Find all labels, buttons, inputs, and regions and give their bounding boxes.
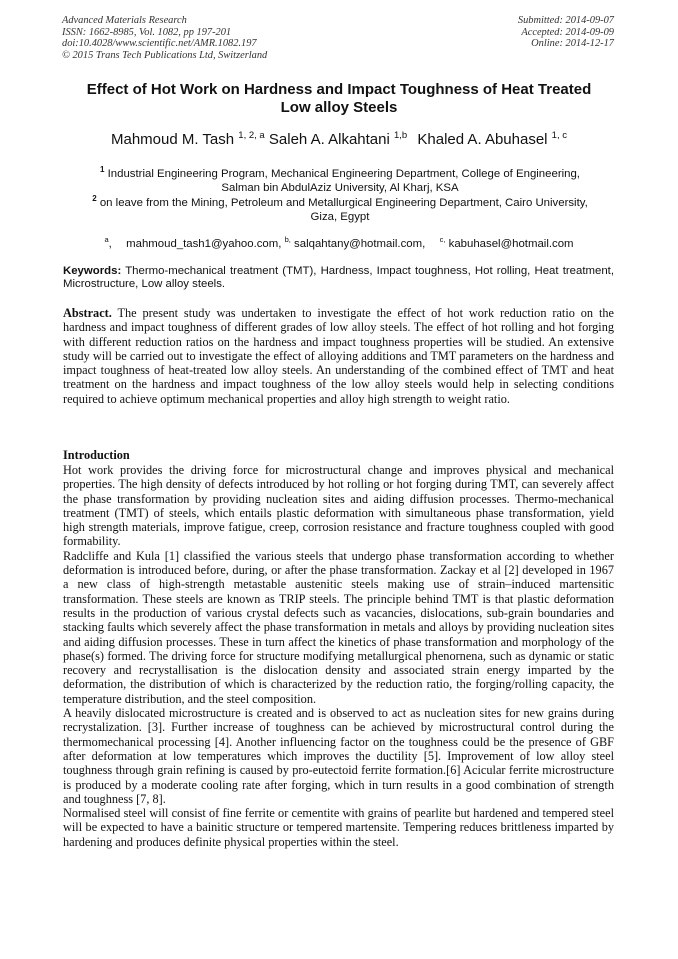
paragraph: A heavily dislocated microstructure is created and is observed to act as nucleation sites for new grains during recrystalization. [3]. Further increase of toughness can be achieved by microstructural control during the thermomechanical processing [4]. Another influencing factor on the toughness could be the presence of GBF after deformation at low temperatures which improves the ductility [5]. Improvement of low alloy steel toughness through grain refining is caused by pro-eutectoid ferrite formation.[6] Acicular ferrite microstructure is produced by a moderate cooling rate after forging, which in turn results in a good combination of strength and toughness [7, 8]. (63, 706, 614, 806)
affiliation-1 (56, 163, 624, 196)
author-affiliation-mark: 1,b (394, 130, 408, 141)
keywords-section (63, 265, 614, 291)
abstract-label: Abstract. (63, 306, 112, 320)
email-mark: b, (284, 235, 291, 244)
paragraph: Radcliffe and Kula [1] classified the various steels that undergo phase transformation according to whether deformation is introduced before, during, or after the phase transformation. Zackay et al [2] developed in 1967 a new class of high-strength metastable austenitic steels making use of strain–induced martensitic transformation. These steels are known as TRIP steels. The principle behind TMT is that plastic deformation results in the production of various crystal defects such as vacancies, dislocations, sub-grain boundaries and stacking faults which severely affect the phase transformation in metals and alloys by providing nucleation sites and aiding diffusion processes. These in turn affect the kinetics of phase transformation and morphology of the phase(s) formed. The driving force for structure modifying metallurgical phenornena, such as dynamic or static recovery and recrystallisation is the dislocation density and associated strain energy imparted by the deformation, the distribution of which is characterized by the reduction ratio, the forging/rolling capacity, the temperature distribution, and the steel composition. (63, 548, 614, 706)
affiliation-2 (56, 192, 624, 225)
affiliation-line: Giza, Egypt (310, 211, 370, 224)
affiliation-line: Industrial Engineering Program, Mechanical Engineering Department, College of Engineering, (107, 167, 580, 180)
journal-issn: ISSN: 1662-8985, Vol. 1082, pp 197-201 (62, 26, 232, 38)
keywords-label: Keywords: (63, 265, 122, 277)
dates-header (518, 15, 614, 50)
keywords-text: Thermo-mechanical treatment (TMT), Hardness, Impact toughness, Hot rolling, Heat treatment, Microstructure, Low alloy steels. (63, 265, 614, 291)
email-mark: c, (439, 235, 446, 244)
section-heading: Introduction (63, 448, 130, 462)
paragraph: Normalised steel will consist of fine ferrite or cementite with grains of pearlite but hardened and tempered steel will be expected to have a bainitic structure or tempered martensite. Tempering reduces brittleness imparted by hardening and produces definite physical properties within the steel. (63, 806, 614, 849)
introduction-body (63, 463, 614, 849)
journal-header (62, 15, 267, 61)
author-name: Saleh A. Alkahtani (268, 131, 390, 148)
affiliation-mark: 1 (100, 165, 105, 174)
email-address[interactable]: salqahtany@hotmail.com, (294, 237, 426, 250)
paper-title (55, 81, 623, 117)
journal-name: Advanced Materials Research (62, 15, 187, 26)
author-name: Khaled A. Abuhasel (417, 131, 548, 148)
abstract-text: The present study was undertaken to investigate the effect of hot work reduction ratio on the hardness and impact toughness of different grades of low alloy steels. The effect of hot rolling and hot forging with different reduction ratios on the hardness and impact toughness properties will be studied. An extensive study will be carried out to investigate the effect of alloying additions and TMT parameters on the hardness and impact toughness of heat-treated low alloy steels. An understanding of the combined effect of TMT and heat treatment on the hardness and impact toughness of the low alloy steels would help in selecting conditions required to achieve optimum mechanical properties and alloy high strength to weight ratio. (63, 306, 614, 406)
email-list (40, 235, 638, 250)
email-separator: , (108, 237, 112, 250)
affiliation-line: on leave from the Mining, Petroleum and Metallurgical Engineering Department, Cairo University, (99, 196, 588, 209)
author-name: Mahmoud M. Tash (111, 131, 235, 148)
email-address[interactable]: mahmoud_tash1@yahoo.com, (126, 237, 282, 250)
email-mark: a (104, 235, 109, 244)
affiliation-mark: 2 (92, 194, 97, 203)
title-line-1: Effect of Hot Work on Hardness and Impact Toughness of Heat Treated (86, 81, 592, 98)
submitted-date: Submitted: 2014-09-07 (517, 15, 614, 26)
author-affiliation-mark: 1, 2, a (238, 130, 265, 141)
online-date: Online: 2014-12-17 (531, 38, 614, 50)
author-list (40, 130, 638, 148)
accepted-date: Accepted: 2014-09-09 (521, 26, 614, 38)
paragraph: Hot work provides the driving force for microstructural change and improves physical and mechanical properties. The high density of defects introduced by hot rolling or hot forging during TMT, can severely affect the phase transformation by providing nucleation sites and aiding diffusion processes. Thermo-mechanical treatment (TMT) of steels, which entails plastic deformation with simultaneous phase transformation, yield high strength materials, improve fatigue, creep, corrosion resistance and fracture toughness coupled with good formability. (63, 463, 614, 549)
affiliation-line: Salman bin AbdulAziz University, Al Kharj, KSA (221, 182, 459, 195)
journal-doi: doi:10.4028/www.scientific.net/AMR.1082.197 (62, 38, 257, 50)
author-affiliation-mark: 1, c (551, 130, 567, 141)
abstract-section (63, 306, 614, 406)
journal-copyright: © 2015 Trans Tech Publications Ltd, Switzerland (62, 49, 268, 61)
email-address[interactable]: kabuhasel@hotmail.com (448, 237, 574, 250)
title-line-2: Low alloy Steels (280, 99, 398, 116)
